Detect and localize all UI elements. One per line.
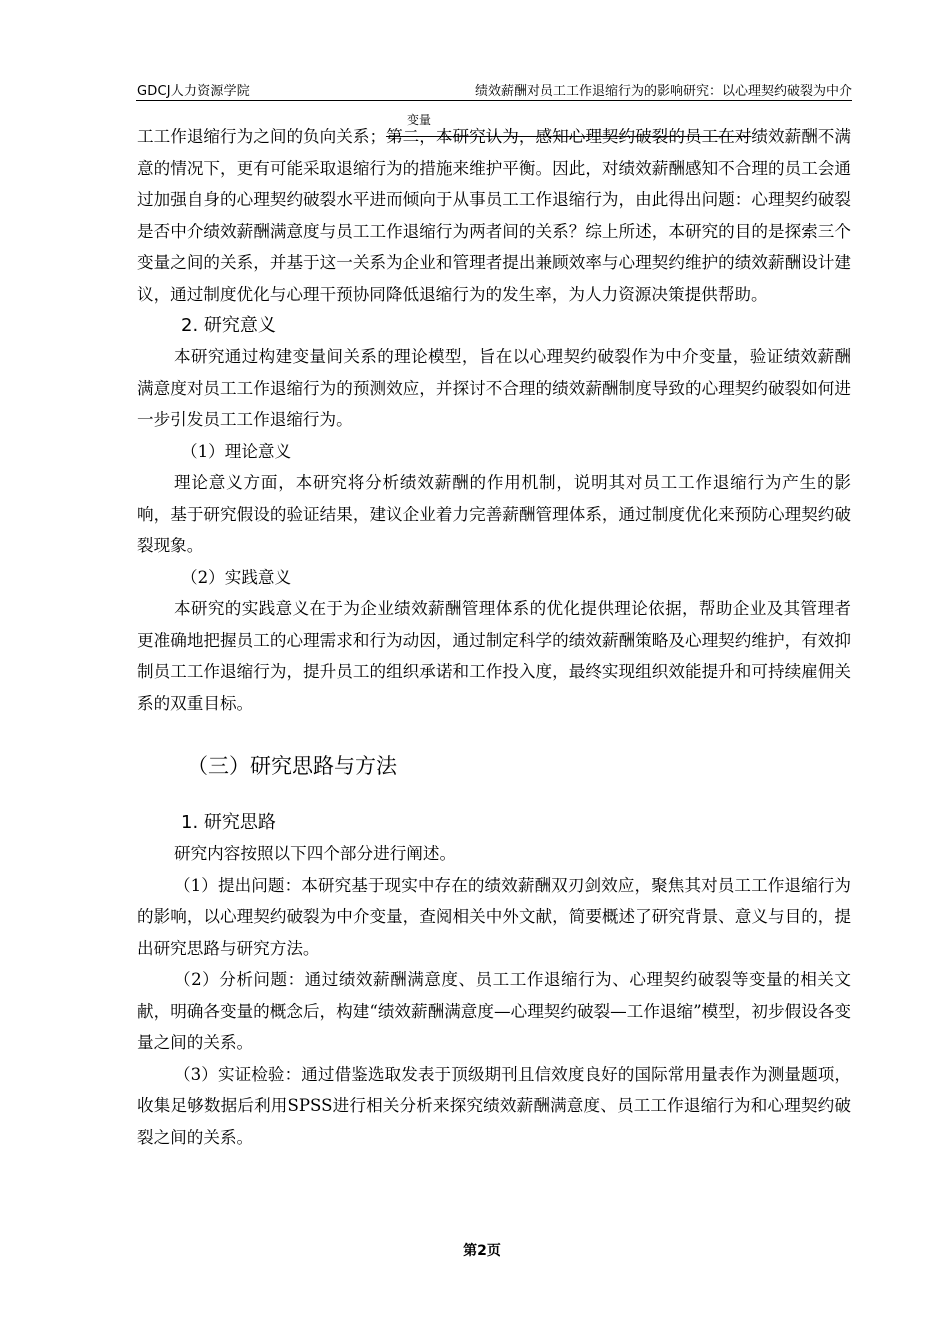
header-title: 绩效薪酬对员工工作退缩行为的影响研究：以心理契约破裂为中介 xyxy=(474,84,852,99)
paragraph-purpose-rest: 绩效薪酬不满意的情况下，更有可能采取退缩行为的措施来维护平衡。因此，对绩效薪酬感知不合理的员工会通过加强自身的心理契约破裂水平进而倾向于从事员工工作退缩行为，由此得出问题：心理契约破裂是否中介绩效薪酬满意度与员工工作退缩行为两者间的关系？综上所述，本研究的目的是探索三个变量之间的关系，并基于这一关系为企业和管理者提出兼顾效率与心理契约维护的绩效薪酬设计建议，通过制度优化与心理干预协同降低退缩行为的发生率，为人力资源决策提供帮助。 xyxy=(137,127,852,304)
heading-research-approach: 1. 研究思路 xyxy=(181,812,276,833)
paragraph-purpose xyxy=(137,121,851,310)
strikethrough-text: 第二，本研究认为，感知心理契约破裂的员工在对 xyxy=(386,127,752,146)
subheading-practical: （2）实践意义 xyxy=(181,567,292,587)
paragraph-theoretical: 理论意义方面，本研究将分析绩效薪酬的作用机制，说明其对员工工作退缩行为产生的影响，基于研究假设的验证结果，建议企业着力完善薪酬管理体系，通过制度优化来预防心理契约破裂现象。 xyxy=(137,473,851,555)
page-number: 第2页 xyxy=(463,1243,501,1259)
paragraph-practical: 本研究的实践意义在于为企业绩效薪酬管理体系的优化提供理论依据，帮助企业及其管理者更准确地把握员工的心理需求和行为动因，通过制定科学的绩效薪酬策略及心理契约维护，有效抑制员工工作退缩行为，提升员工的组织承诺和工作投入度，最终实现组织效能提升和可持续雇佣关系的双重目标。 xyxy=(137,599,851,713)
body-content xyxy=(137,121,851,1153)
paragraph-significance: 本研究通过构建变量间关系的理论模型，旨在以心理契约破裂作为中介变量，验证绩效薪酬满意度对员工工作退缩行为的预测效应，并探讨不合理的绩效薪酬制度导致的心理契约破裂如何进一步引发员工工作退缩行为。 xyxy=(137,347,851,429)
subheading-theoretical: （1）理论意义 xyxy=(181,441,292,461)
heading-research-significance: 2. 研究意义 xyxy=(181,315,276,336)
paragraph-purpose-start: 工工作退缩行为之间的负向关系； xyxy=(137,127,387,146)
paragraph-step-1: （1）提出问题：本研究基于现实中存在的绩效薪酬双刃剑效应，聚焦其对员工工作退缩行为的影响，以心理契约破裂为中介变量，查阅相关中外文献，简要概述了研究背景、意义与目的，提出研究思路与研究方法。 xyxy=(137,875,851,958)
paragraph-approach-intro: 研究内容按照以下四个部分进行阐述。 xyxy=(174,844,457,863)
header-title-overflow: 变量 xyxy=(407,113,432,127)
paragraph-step-2: （2）分析问题：通过绩效薪酬满意度、员工工作退缩行为、心理契约破裂等变量的相关文献，明确各变量的概念后，构建“绩效薪酬满意度—心理契约破裂—工作退缩”模型，初步假设各变量之间的关系。 xyxy=(137,970,851,1052)
header-institution: GDCJ人力资源学院 xyxy=(137,84,250,99)
paragraph-step-3: （3）实证检验：通过借鉴选取发表于顶级期刊且信效度良好的国际常用量表作为测量题项，收集足够数据后利用SPSS进行相关分析来探究绩效薪酬满意度、员工工作退缩行为和心理契约破裂之间的关系。 xyxy=(137,1064,851,1147)
heading-section-three: （三）研究思路与方法 xyxy=(187,754,397,778)
header-divider xyxy=(136,100,852,101)
